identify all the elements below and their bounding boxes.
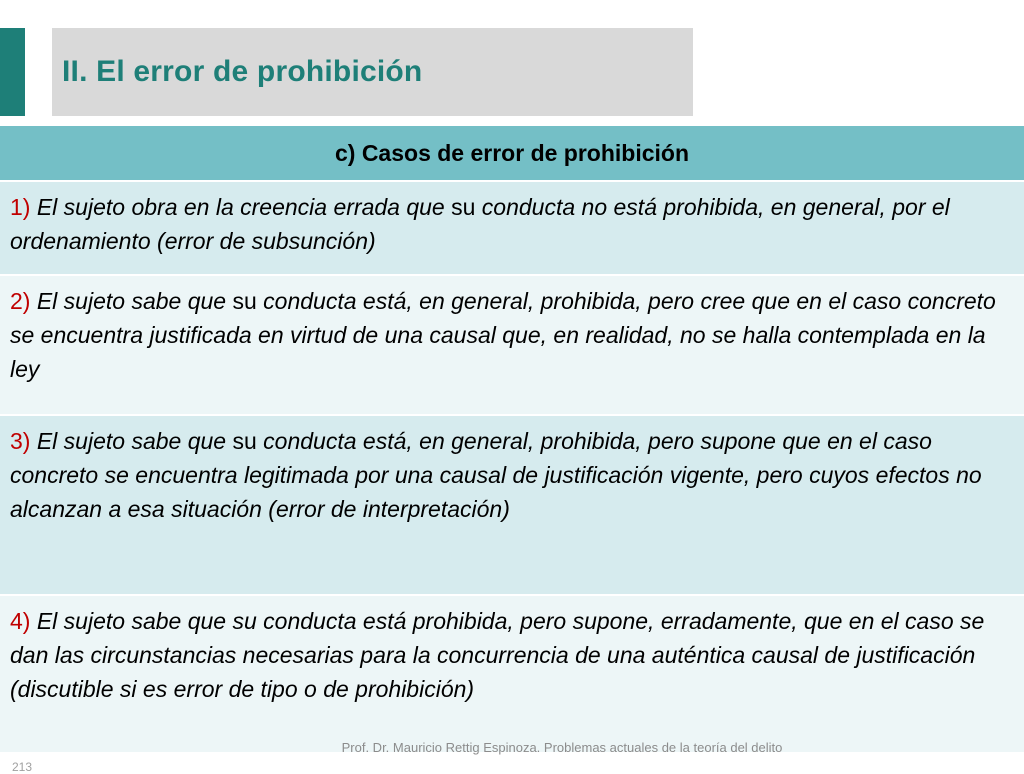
slide-footer: Prof. Dr. Mauricio Rettig Espinoza. Problemas actuales de la teoría del delito: [341, 740, 783, 755]
table-header-row: [0, 126, 1024, 181]
case-text-post: conducta no está prohibida, en general, por el ordenamiento (error de subsunción): [10, 194, 950, 254]
case-text-post: conducta está, en general, prohibida, pero supone que en el caso concreto se encuentra legitimada por una causal de justificación vigente, pero cuyos efectos no alcanzan a esa situación (error de interpretación): [10, 428, 982, 522]
case-number: 1): [10, 194, 31, 220]
case-text-mid: su: [232, 428, 257, 454]
case-text-post: conducta está, en general, prohibida, pero cree que en el caso concreto se encuentra justificada en virtud de una causal que, en realidad, no se halla contemplada en la ley: [10, 288, 996, 382]
table-row: [0, 595, 1024, 753]
table-row: [0, 275, 1024, 415]
case-number: 4): [10, 608, 31, 634]
case-text-pre: El sujeto obra en la creencia errada que: [30, 194, 452, 220]
case-number: 3): [10, 428, 31, 454]
case-text-pre: El sujeto sabe que: [30, 428, 233, 454]
case-text-mid: su: [232, 288, 257, 314]
case-text-pre: El sujeto sabe que su conducta está prohibida, pero supone, erradamente, que en el caso se dan las circunstancias necesarias para la concurrencia de una auténtica causal de justificación (discutible si es error de tipo o de prohibición): [10, 608, 985, 702]
table-row: [0, 181, 1024, 275]
case-cell-4: [0, 595, 1024, 753]
cases-table: [0, 126, 1024, 754]
accent-bar: [0, 28, 25, 116]
case-cell-2: [0, 275, 1024, 415]
table-header: c) Casos de error de prohibición: [0, 126, 1024, 181]
slide-number: 213: [12, 760, 33, 774]
case-text-pre: El sujeto sabe que: [30, 288, 233, 314]
slide-title: II. El error de prohibición: [62, 55, 423, 88]
title-box: [52, 28, 693, 116]
case-number: 2): [10, 288, 31, 314]
case-text-mid: su: [451, 194, 476, 220]
case-cell-3: [0, 415, 1024, 595]
table-row: [0, 415, 1024, 595]
case-cell-1: [0, 181, 1024, 275]
